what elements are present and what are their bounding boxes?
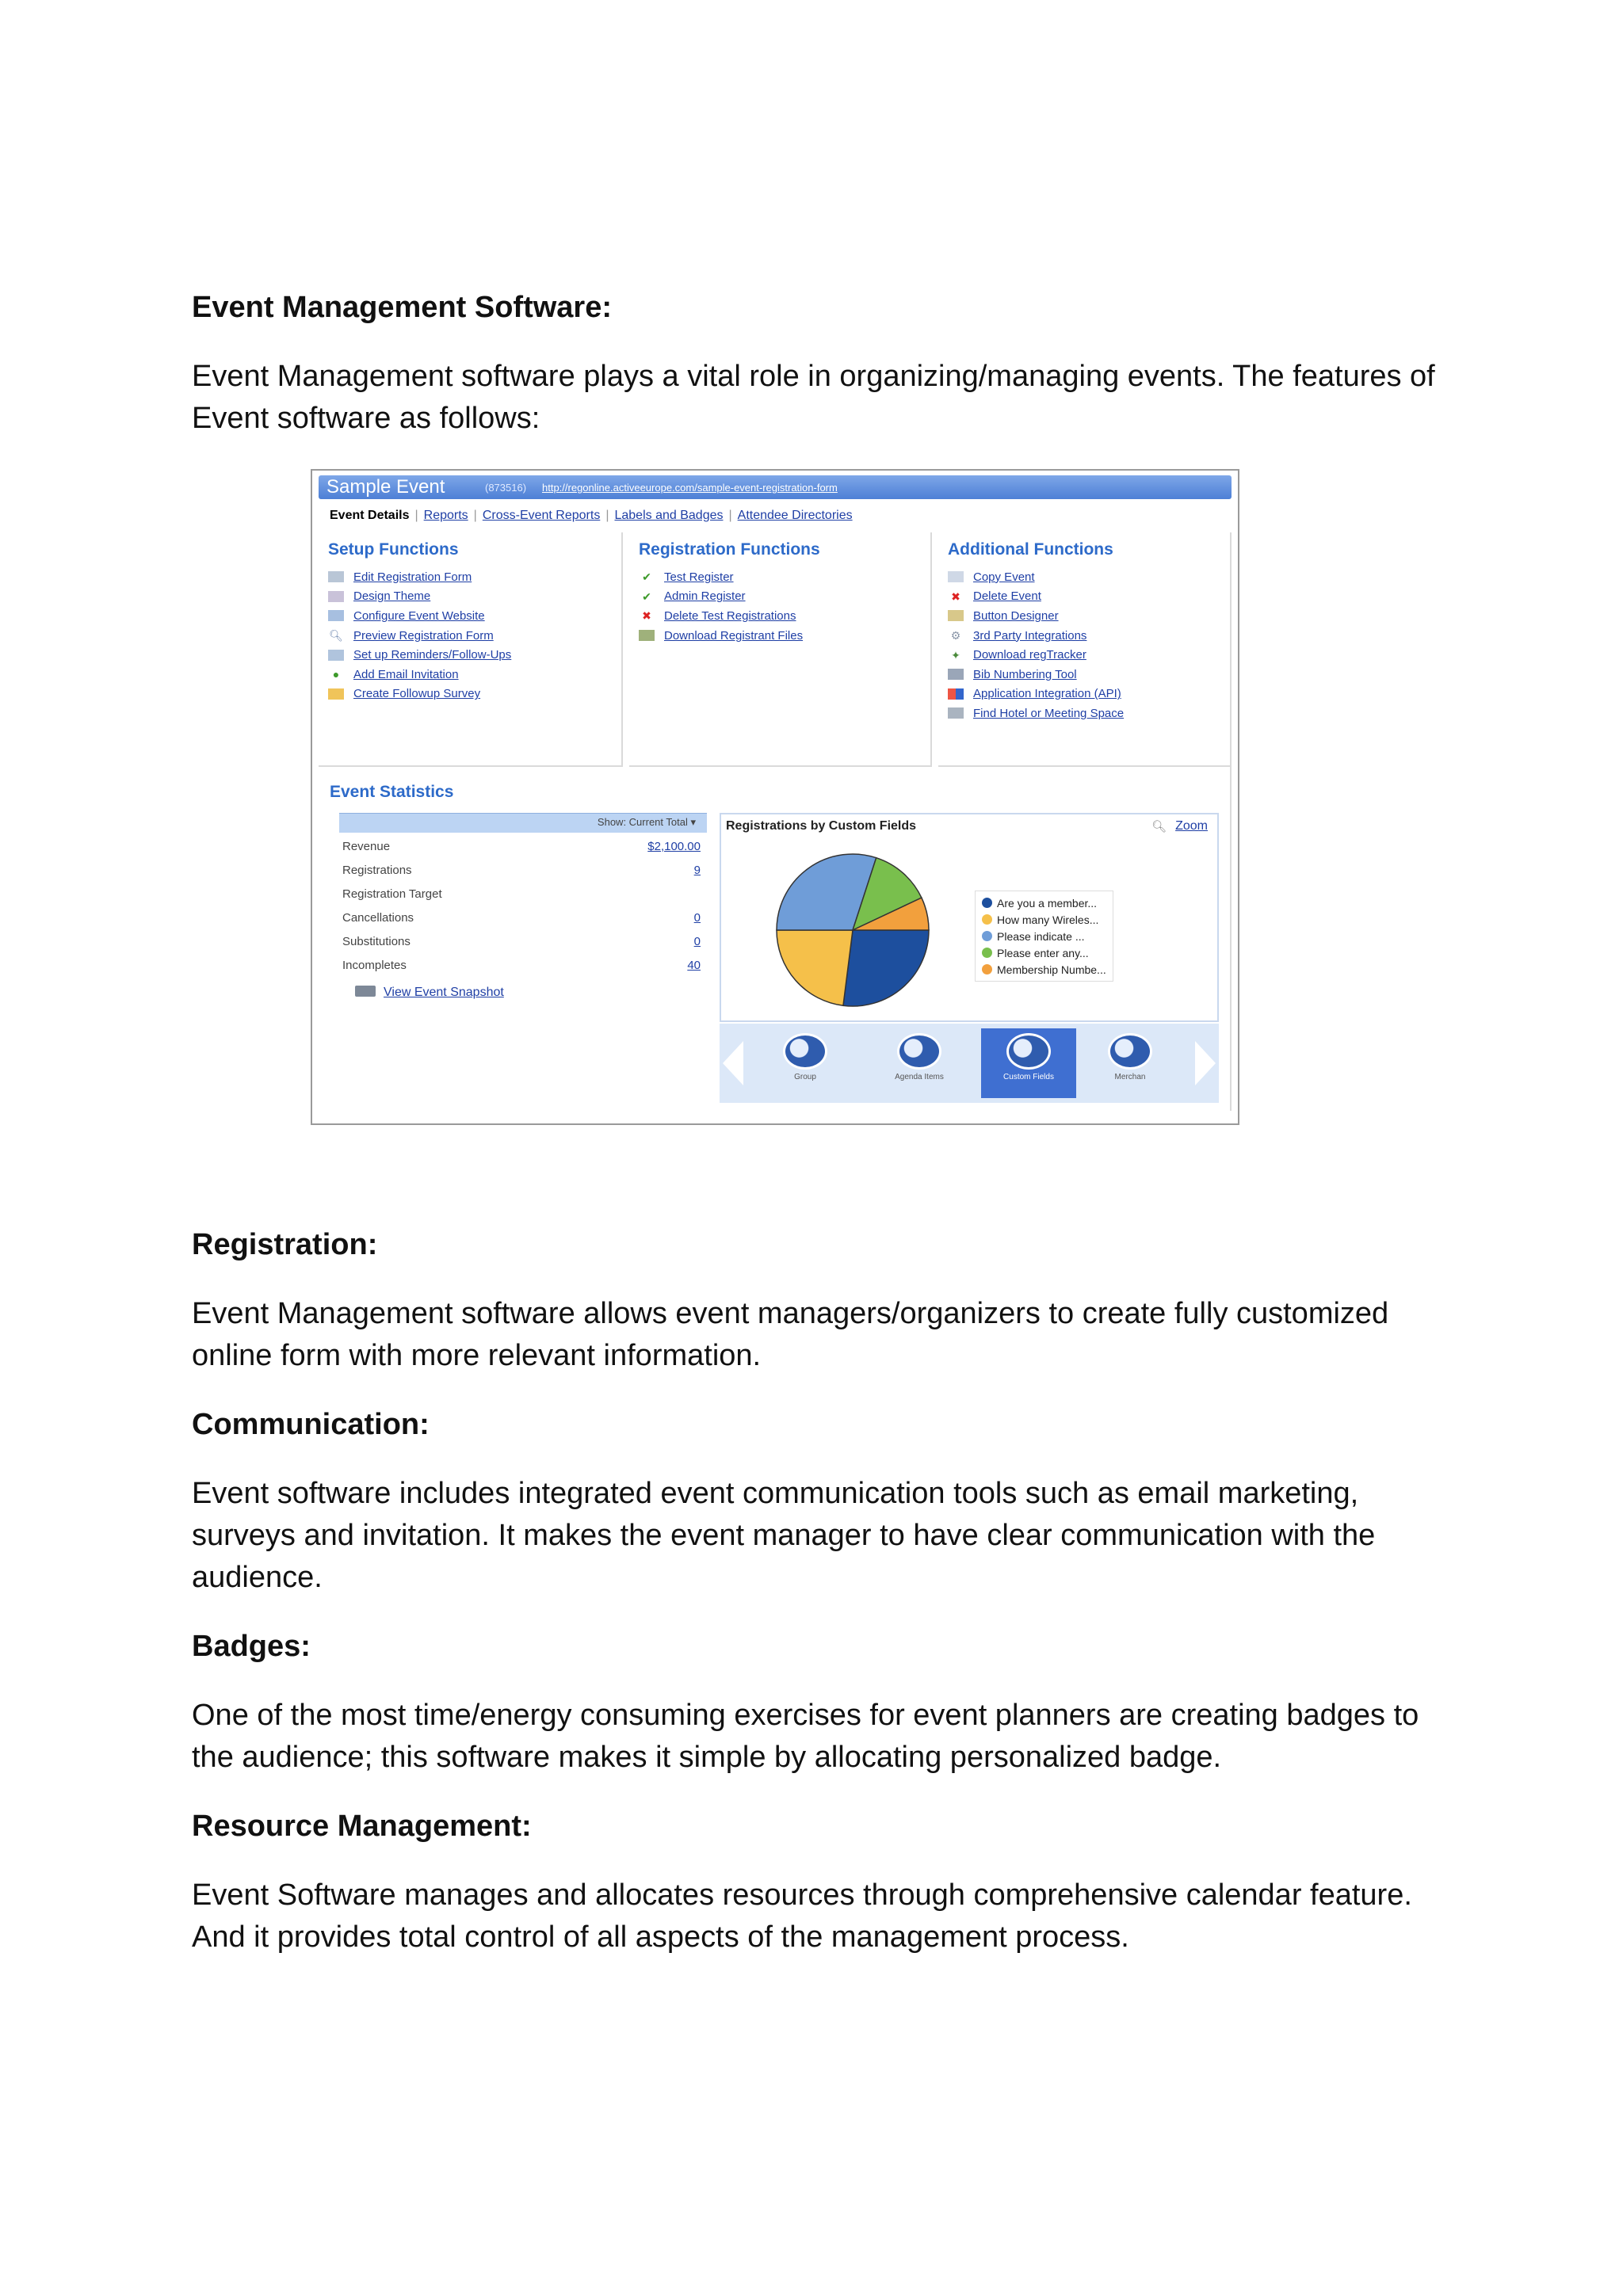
- stat-row: Revenue $2,100.00: [342, 840, 701, 853]
- stat-value-link[interactable]: 0: [693, 911, 701, 925]
- thumb-custom-fields[interactable]: Custom Fields: [981, 1028, 1076, 1098]
- pie-thumb-icon: [1006, 1033, 1051, 1070]
- section-paragraph: Event software includes integrated event communication tools such as email marketing, surveys and invitation. It makes the event manager to have clear communication with the audience.: [192, 1477, 1376, 1594]
- zoom-link[interactable]: Zoom: [1175, 819, 1208, 833]
- registration-item[interactable]: ✔ Test Register: [639, 567, 803, 587]
- additional-item[interactable]: Application Integration (API): [948, 685, 1124, 704]
- registration-item[interactable]: ✔ Admin Register: [639, 587, 803, 607]
- pie-thumb-icon: [1108, 1033, 1152, 1070]
- thumb-group[interactable]: Group: [758, 1028, 853, 1098]
- legend-label: Are you a member...: [997, 896, 1098, 910]
- tab-cross-event-reports[interactable]: Cross-Event Reports: [482, 509, 601, 522]
- chart-legend: [975, 891, 1113, 982]
- registration-item[interactable]: ✖ Delete Test Registrations: [639, 606, 803, 626]
- stat-value-link[interactable]: $2,100.00: [647, 840, 701, 853]
- tab-reports[interactable]: Reports: [423, 509, 468, 522]
- registration-functions-panel: [629, 532, 932, 767]
- thumb-agenda-items[interactable]: Agenda Items: [872, 1028, 967, 1098]
- email-add-icon: ●: [332, 668, 340, 681]
- stat-row: Substitutions 0: [342, 935, 701, 948]
- setup-item[interactable]: Edit Registration Form: [328, 567, 511, 587]
- survey-icon: [328, 688, 344, 700]
- legend-item: [982, 911, 1106, 928]
- setup-item[interactable]: Design Theme: [328, 587, 511, 607]
- additional-item[interactable]: Bib Numbering Tool: [948, 665, 1124, 685]
- additional-item[interactable]: ✦ Download regTracker: [948, 645, 1124, 665]
- legend-swatch: [982, 898, 992, 908]
- setup-item[interactable]: Set up Reminders/Follow-Ups: [328, 645, 511, 665]
- tab-labels-and-badges[interactable]: Labels and Badges: [614, 509, 724, 522]
- legend-swatch: [982, 964, 992, 974]
- copy-icon: [948, 571, 964, 582]
- intro-paragraph: Event Management software plays a vital role in organizing/managing events. The features of Event software as follows:: [192, 360, 1435, 435]
- event-tabs: Event Details | Reports | Cross-Event Reports | Labels and Badges | Attendee Directories: [330, 509, 853, 522]
- show-filter-select[interactable]: Show: Current Total ▾: [597, 816, 696, 828]
- registration-functions-title: Registration Functions: [639, 540, 820, 559]
- legend-swatch: [982, 914, 992, 925]
- thumb-merchandise[interactable]: Merchan: [1090, 1028, 1170, 1098]
- event-statistics-panel: [319, 765, 1232, 1111]
- view-snapshot-link[interactable]: View Event Snapshot: [355, 986, 504, 1000]
- check-icon: ✔: [642, 570, 651, 584]
- event-title-bar: [319, 475, 1232, 499]
- delete-x-icon: ✖: [951, 589, 960, 603]
- additional-item[interactable]: Copy Event: [948, 567, 1124, 587]
- section-heading: Event Management Software:: [192, 291, 612, 324]
- pie-slice[interactable]: [777, 930, 853, 1005]
- delete-x-icon: ✖: [642, 609, 651, 623]
- legend-swatch: [982, 931, 992, 941]
- reminder-icon: [328, 650, 344, 661]
- tab-attendee-directories[interactable]: Attendee Directories: [737, 509, 853, 522]
- section-paragraph: One of the most time/energy consuming exercises for event planners are creating badges to the audience; this software makes it simple by allocating personalized badge.: [192, 1699, 1419, 1774]
- pie-thumb-icon: [783, 1033, 827, 1070]
- setup-functions-title: Setup Functions: [328, 540, 459, 559]
- website-icon: [328, 610, 344, 621]
- section-heading: Resource Management:: [192, 1810, 532, 1843]
- show-filter-bar: [339, 813, 707, 833]
- button-designer-icon: [948, 610, 964, 621]
- legend-label: Please enter any...: [997, 946, 1089, 959]
- event-title: Sample Event: [327, 476, 445, 498]
- tab-event-details[interactable]: Event Details: [330, 509, 410, 522]
- stat-row: Registrations 9: [342, 864, 701, 877]
- integration-icon: ⚙: [950, 629, 961, 643]
- setup-item[interactable]: ● Add Email Invitation: [328, 665, 511, 685]
- setup-item[interactable]: Create Followup Survey: [328, 685, 511, 704]
- zoom-icon: 🔍︎: [1151, 820, 1167, 833]
- camera-icon: [355, 986, 376, 997]
- additional-item[interactable]: ✖ Delete Event: [948, 587, 1124, 607]
- legend-item: [982, 928, 1106, 944]
- section-heading: Registration:: [192, 1228, 378, 1261]
- hotel-icon: [948, 707, 964, 719]
- setup-item[interactable]: Configure Event Website: [328, 606, 511, 626]
- preview-icon: 🔍︎: [329, 629, 343, 643]
- theme-icon: [328, 591, 344, 602]
- additional-functions-panel: [938, 532, 1232, 767]
- section-heading: Badges:: [192, 1630, 311, 1663]
- pie-chart-panel: [720, 813, 1219, 1022]
- section-heading: Communication:: [192, 1408, 430, 1441]
- additional-item[interactable]: ⚙ 3rd Party Integrations: [948, 626, 1124, 646]
- event-id: (873516): [485, 482, 527, 494]
- setup-functions-panel: [319, 532, 623, 767]
- tracker-icon: ✦: [951, 648, 960, 662]
- chart-title: Registrations by Custom Fields: [726, 819, 917, 833]
- legend-swatch: [982, 948, 992, 958]
- scroll-right-arrow-icon[interactable]: [1195, 1041, 1216, 1085]
- setup-item[interactable]: 🔍︎ Preview Registration Form: [329, 628, 494, 643]
- section-paragraph: Event Software manages and allocates resources through comprehensive calendar feature. And it provides total control of all aspects of the management process.: [192, 1878, 1412, 1954]
- stat-row: Incompletes 40: [342, 959, 701, 972]
- stat-value-link[interactable]: 9: [693, 864, 701, 877]
- additional-item[interactable]: Button Designer: [948, 606, 1124, 626]
- stat-row: Cancellations 0: [342, 911, 701, 925]
- pie-thumb-icon: [897, 1033, 941, 1070]
- download-icon: [639, 630, 655, 641]
- event-software-screenshot: [311, 469, 1239, 1125]
- pie-chart: [750, 851, 956, 1009]
- legend-item: [982, 961, 1106, 978]
- pie-slice[interactable]: [843, 930, 929, 1006]
- legend-item: [982, 944, 1106, 961]
- chart-thumbnail-strip: [720, 1024, 1219, 1103]
- stat-row: Registration Target: [342, 887, 442, 901]
- legend-label: Membership Numbe...: [997, 963, 1106, 976]
- scroll-left-arrow-icon[interactable]: [723, 1041, 743, 1085]
- registration-item[interactable]: Download Registrant Files: [639, 626, 803, 646]
- admin-check-icon: ✔: [642, 589, 651, 603]
- api-icon: [948, 688, 964, 700]
- section-paragraph: Event Management software allows event managers/organizers to create fully customized online form with more relevant information.: [192, 1297, 1389, 1372]
- bib-icon: [948, 669, 964, 680]
- form-icon: [328, 571, 344, 582]
- event-statistics-title: Event Statistics: [330, 783, 454, 801]
- additional-item[interactable]: Find Hotel or Meeting Space: [948, 704, 1124, 723]
- additional-functions-title: Additional Functions: [948, 540, 1113, 559]
- legend-label: How many Wireles...: [997, 913, 1099, 926]
- event-url-link[interactable]: http://regonline.activeeurope.com/sample-event-registration-form: [542, 482, 838, 494]
- stat-value-link[interactable]: 0: [693, 935, 701, 948]
- legend-label: Please indicate ...: [997, 929, 1085, 943]
- legend-item: [982, 894, 1106, 911]
- stat-value-link[interactable]: 40: [687, 959, 701, 972]
